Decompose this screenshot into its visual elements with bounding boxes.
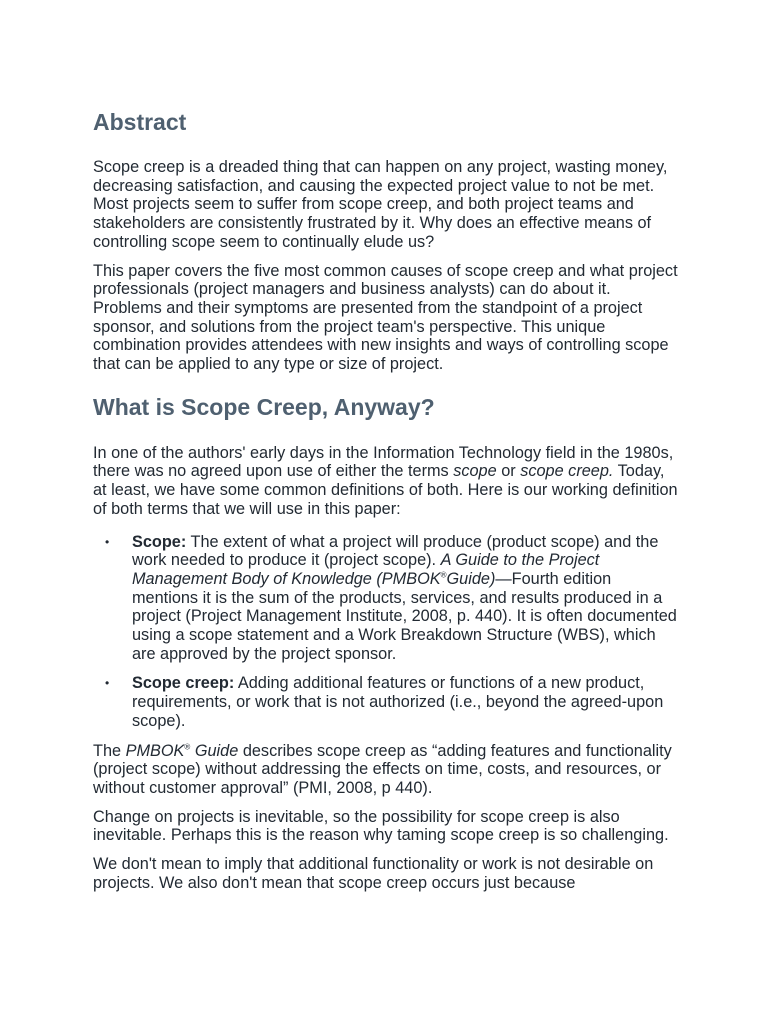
last-paragraph: We don't mean to imply that additional functionality or work is not desirable on projects. We also don't mean that scope creep occurs just because [93, 855, 654, 892]
definition-scope [132, 533, 678, 664]
pmbok-text-2: describes scope creep as “adding features and functionality (project scope) without addressing the effects on time, costs, and resources, or without customer approval” (PMI, 2008, p 440). [93, 741, 672, 797]
registered-mark: ® [184, 742, 191, 752]
definition-text: The extent of what a project will produce (product scope) and the work needed to produce it (project scope). [132, 532, 659, 570]
pmbok-guide-title-end: Guide) [446, 569, 496, 588]
registered-mark: ® [440, 570, 447, 580]
definition-term: Scope: [132, 532, 187, 551]
pmbok-guide-title: A Guide to the Project Management Body of Knowledge (PMBOK [132, 551, 600, 588]
intro-text-1: In one of the authors' early days in the Information Technology field in the 1980s, there was no agreed upon use of either the terms [93, 443, 674, 481]
intro-text-2: or [496, 462, 521, 481]
definition-scope-creep [132, 674, 678, 730]
definition-list [93, 533, 678, 731]
abstract-paragraph-2: This paper covers the five most common causes of scope creep and what project professionals (project managers and business analysts) can do about it. Problems and their symptoms are presented from the standpoint of a project sponsor, and solutions from the project team's perspective. This unique combination provides attendees with new insights and ways of controlling scope that can be applied to any type or size of project. [93, 261, 678, 374]
definition-term: Scope creep: [132, 674, 235, 693]
document-page [93, 108, 678, 903]
intro-emphasis-scope-creep: scope creep. [520, 462, 614, 481]
change-paragraph: Change on projects is inevitable, so the possibility for scope creep is also inevitable. Perhaps this is the reason why taming scope creep is so challenging. [93, 807, 669, 845]
scope-intro-paragraph [93, 444, 678, 519]
intro-emphasis-scope: scope [453, 462, 497, 481]
definition-text: Adding additional features or functions of a new product, requirements, or work that is not authorized (i.e., beyond the agreed-upon scope). [132, 674, 664, 730]
pmbok-description-paragraph [93, 742, 678, 798]
pmbok-text-1: The [93, 741, 126, 760]
scope-creep-heading: What is Scope Creep, Anyway? [93, 393, 435, 420]
abstract-heading: Abstract [93, 109, 187, 135]
pmbok-title-guide: Guide [190, 741, 239, 760]
definition-text-continued: —Fourth edition mentions it is the sum of the products, services, and results produced in a project (Project Management Institute, 2008, p. 440). It is often documented using a scope statement and a Work Breakdown Structure (WBS), which are approved by the project sponsor. [132, 569, 677, 663]
intro-text-3: Today, at least, we have some common definitions of both. Here is our working definition of both terms that we will use in this paper: [93, 462, 678, 518]
abstract-paragraph-1: Scope creep is a dreaded thing that can happen on any project, wasting money, decreasing satisfaction, and causing the expected project value to not be met. Most projects seem to suffer from scope creep, and both project teams and stakeholders are consistently frustrated by it. Why does an effective means of controlling scope seem to continually elude us? [93, 158, 668, 251]
pmbok-title: PMBOK [125, 741, 185, 760]
